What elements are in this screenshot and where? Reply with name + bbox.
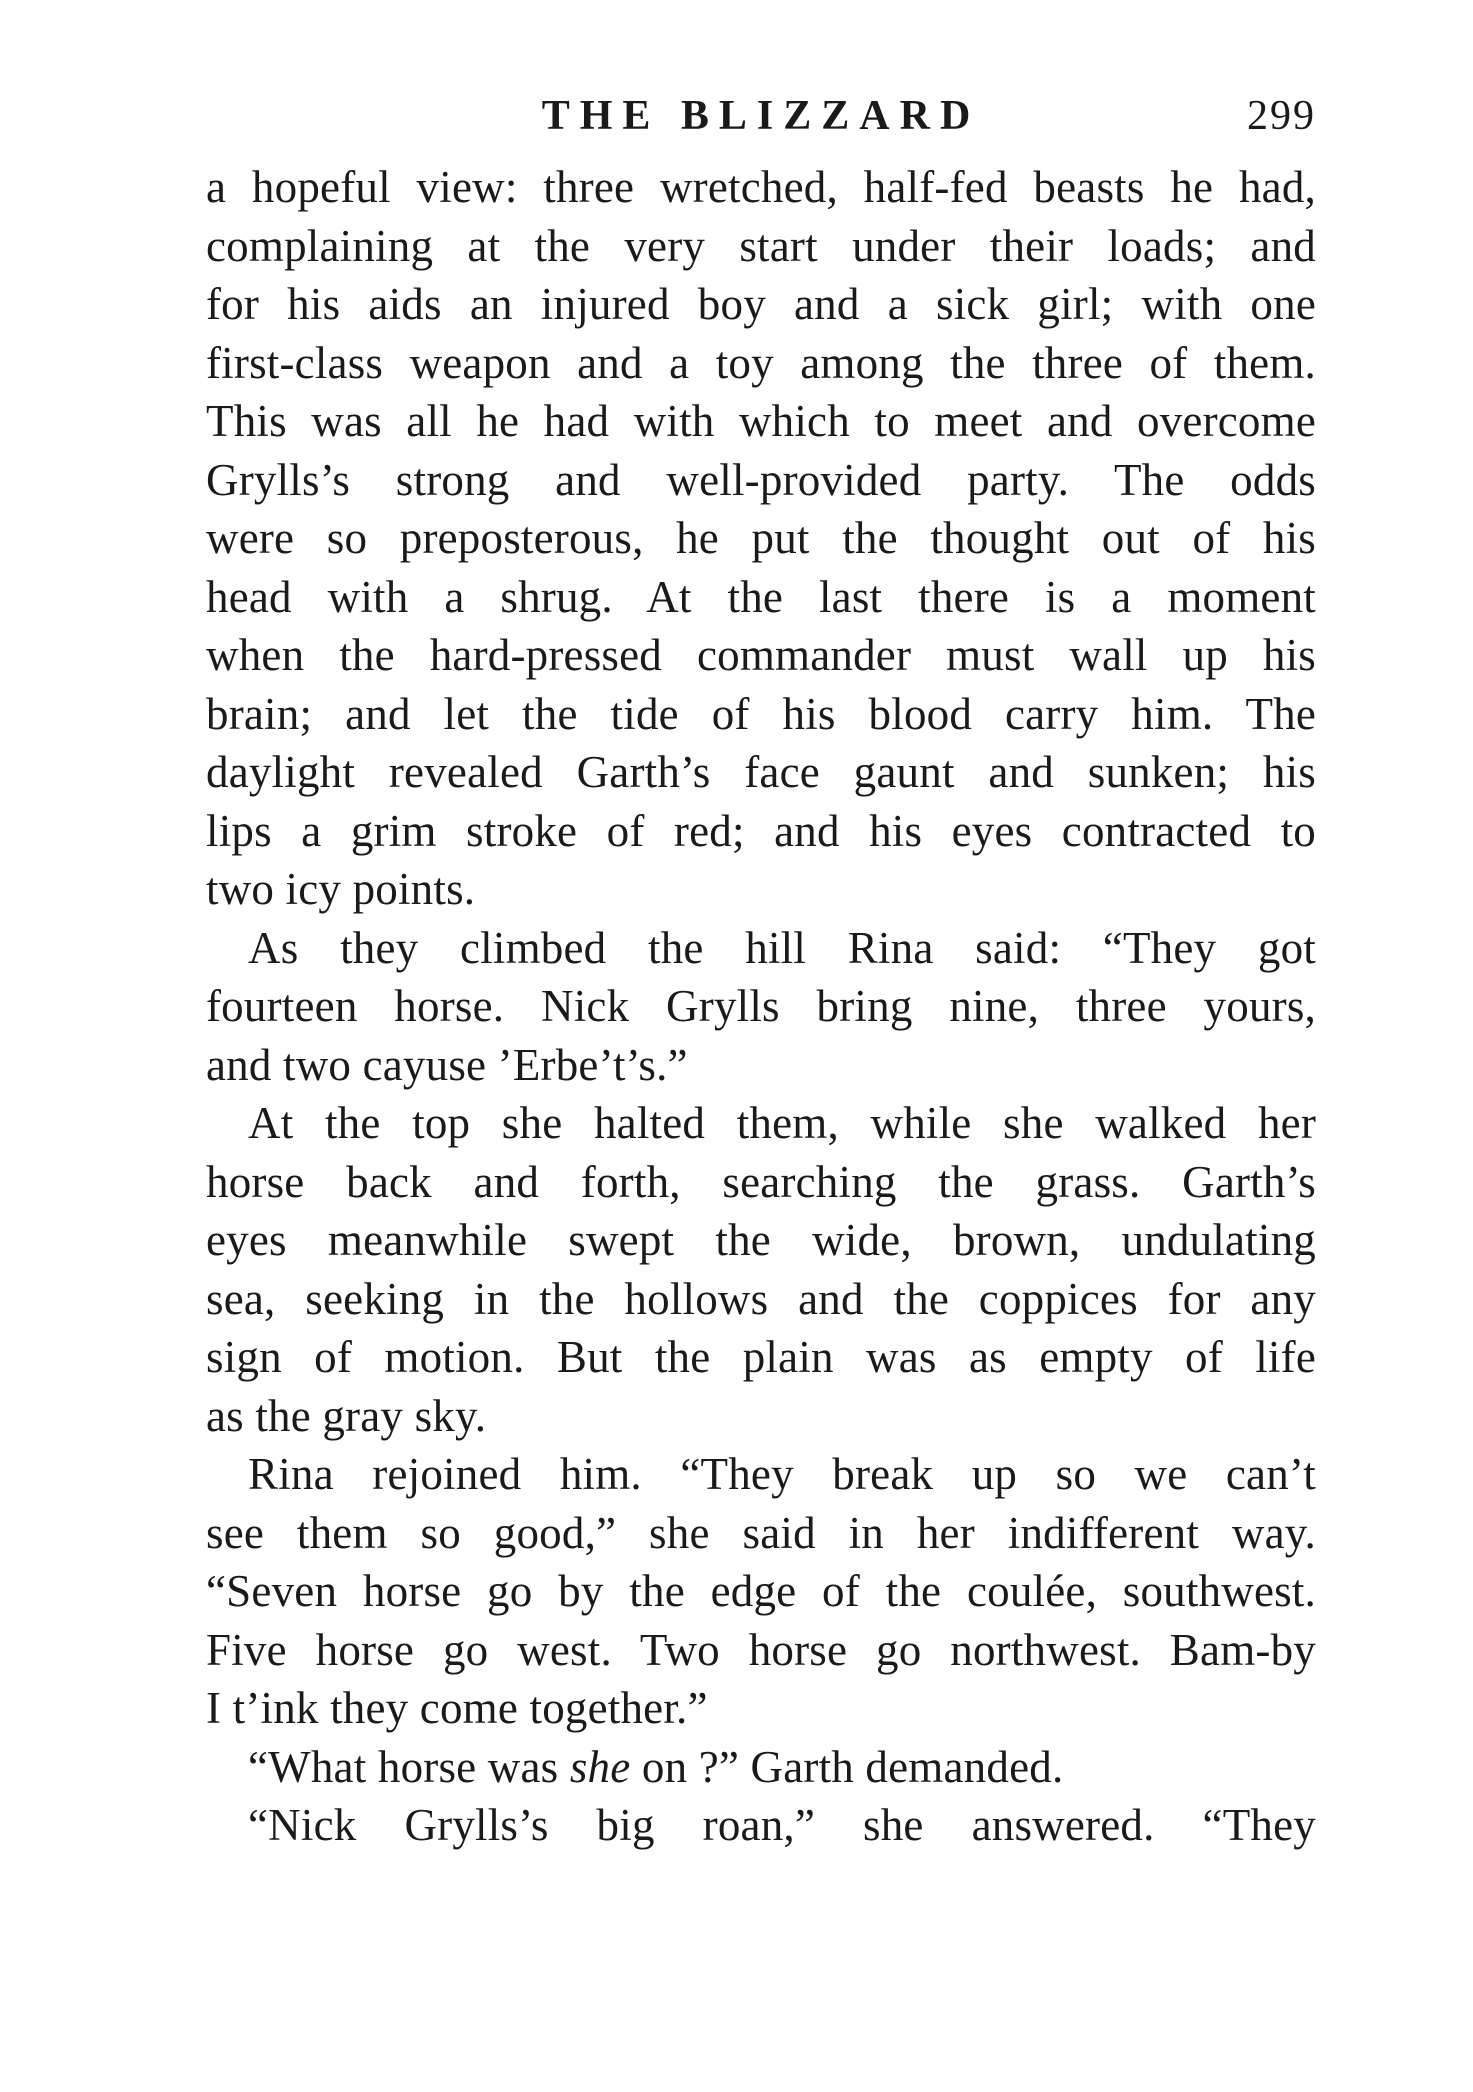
text-segment: “What horse was	[248, 1741, 570, 1792]
text-line: Rina rejoined him. “They break up so we can’t	[248, 1449, 1316, 1499]
text-line: sign of motion. But the plain was as empty of life	[206, 1332, 1316, 1382]
text-line: “Nick Grylls’s big roan,” she answered. “They	[248, 1800, 1316, 1850]
text-line: At the top she halted them, while she walked her	[248, 1098, 1316, 1148]
text-line: This was all he had with which to meet and overcome	[206, 396, 1316, 446]
text-line: daylight revealed Garth’s face gaunt and sunken; his	[206, 747, 1316, 797]
text-segment: on ?” Garth demanded.	[630, 1741, 1064, 1792]
page-number: 299	[1247, 93, 1316, 139]
text-line: and two cayuse ’Erbe’t’s.”	[206, 1039, 688, 1090]
emphasized-word: she	[569, 1741, 631, 1792]
text-line: fourteen horse. Nick Grylls bring nine, three yours,	[206, 981, 1316, 1031]
text-line: as the gray sky.	[206, 1390, 487, 1441]
text-line: complaining at the very start under their loads; and	[206, 220, 1316, 271]
text-line: Grylls’s strong and well-provided party. The odds	[206, 454, 1316, 505]
text-line: lips a grim stroke of red; and his eyes contracted to	[206, 805, 1316, 856]
text-line: “Seven horse go by the edge of the coulée, southwest.	[206, 1566, 1316, 1616]
running-head	[206, 92, 1316, 152]
text-line: a hopeful view: three wretched, half-fed beasts he had,	[206, 162, 1316, 212]
text-line: were so preposterous, he put the thought out of his	[206, 513, 1316, 563]
text-line: eyes meanwhile swept the wide, brown, undulating	[206, 1215, 1316, 1265]
text-line: see them so good,” she said in her indifferent way.	[206, 1507, 1316, 1558]
text-line: I t’ink they come together.”	[206, 1683, 708, 1733]
text-line: first-class weapon and a toy among the three of them.	[206, 337, 1316, 388]
text-line: As they climbed the hill Rina said: “They got	[248, 922, 1316, 973]
text-line: horse back and forth, searching the grass. Garth’s	[206, 1156, 1316, 1207]
text-line: for his aids an injured boy and a sick girl; with one	[206, 279, 1316, 329]
text-line	[206, 1738, 1316, 1797]
running-title: THE BLIZZARD	[541, 93, 981, 139]
text-line: brain; and let the tide of his blood carry him. The	[206, 688, 1316, 739]
text-line: when the hard-pressed commander must wall up his	[206, 630, 1316, 680]
text-line: two icy points.	[206, 864, 476, 914]
text-line: Five horse go west. Two horse go northwest. Bam-by	[206, 1624, 1316, 1675]
text-line: head with a shrug. At the last there is a moment	[206, 571, 1316, 622]
text-line: sea, seeking in the hollows and the coppices for any	[206, 1273, 1316, 1324]
body-text	[206, 158, 1316, 1855]
